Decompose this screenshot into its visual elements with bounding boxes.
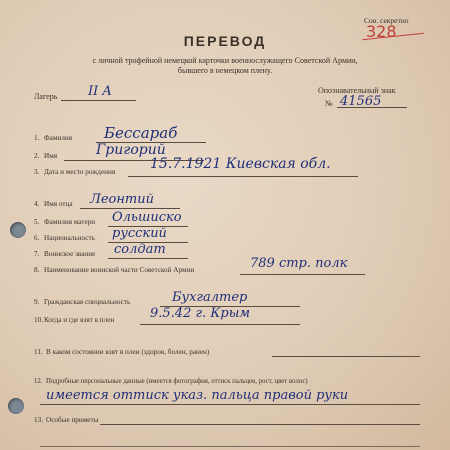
subtitle-line-1: с личной трофейной немецкой карточки военнослужащего Советской Армии, (92, 56, 358, 65)
camp-value: II A (88, 84, 112, 99)
identifier-label: Опознавательный знак (318, 86, 396, 95)
camp-label: Лагерь (34, 92, 58, 101)
field-11-label: В каком состоянии взят в плен (здоров, болен, ранен) (46, 348, 210, 356)
field-9-label: Гражданская специальность (44, 298, 131, 306)
field-8-line (240, 274, 365, 275)
field-9-number: 9. (34, 298, 40, 306)
field-7-number: 7. (34, 250, 40, 258)
field-6-label: Национальность (44, 234, 95, 242)
field-1-number: 1. (34, 134, 40, 142)
field-6-number: 6. (34, 234, 40, 242)
field-3-value: 15.7.1921 Киевская обл. (150, 156, 331, 172)
field-11-line (272, 356, 420, 357)
field-5-value: Ольшиско (112, 210, 182, 225)
field-4-label: Имя отца (44, 200, 73, 208)
field-2-number: 2. (34, 152, 40, 160)
identifier-value: 41565 (340, 94, 382, 109)
field-5-number: 5. (34, 218, 40, 226)
stamp-number: 328 (366, 22, 397, 41)
next-field-line (40, 446, 420, 447)
classification-label: Сов. секретно (364, 16, 409, 25)
field-12-value: имеется оттиск указ. пальца правой руки (46, 388, 349, 403)
field-4-line (80, 208, 180, 209)
field-7-value: солдат (114, 242, 166, 257)
field-8-value: 789 стр. полк (250, 256, 348, 271)
field-7-line (108, 258, 188, 259)
field-10-number: 10. (34, 316, 43, 324)
identifier-prefix: № (325, 99, 333, 108)
camp-line (61, 100, 136, 101)
field-10-value: 9.5.42 г. Крым (150, 306, 251, 321)
field-4-number: 4. (34, 200, 40, 208)
field-1-value: Бессараб (104, 124, 178, 142)
field-13-label: Особые приметы (46, 416, 99, 424)
field-12-label: Подробные персональные данные (имеется фотография, оттиск пальцев, рост, цвет волос) (46, 378, 308, 385)
field-8-label: Наименование воинской части Советской Армии (44, 266, 195, 274)
punch-hole-bottom (8, 398, 24, 414)
field-5-label: Фамилия матери (44, 218, 96, 226)
field-2-value: Григорий (96, 142, 166, 158)
field-1-label: Фамилия (44, 134, 73, 142)
field-8-number: 8. (34, 266, 40, 274)
field-12-number: 12. (34, 378, 43, 385)
punch-hole-top (10, 222, 26, 238)
field-7-label: Воинское звание (44, 250, 96, 258)
field-2-label: Имя (44, 152, 58, 160)
field-6-value: русский (112, 226, 167, 241)
field-4-value: Леонтий (90, 192, 155, 207)
field-13-line (100, 424, 420, 425)
subtitle-line-2: бывшего в немецком плену. (177, 66, 273, 75)
field-10-line (140, 324, 300, 325)
field-3-label: Дата и место рождения (44, 168, 116, 176)
field-11-number: 11. (34, 348, 43, 356)
field-9-value: Бухгалтер (172, 290, 248, 305)
field-3-number: 3. (34, 168, 40, 176)
field-3-line (128, 176, 358, 177)
document-title: ПЕРЕВОД (183, 33, 267, 49)
field-12-line (40, 404, 420, 405)
field-10-label: Когда и где взят в плен (44, 316, 115, 324)
field-13-number: 13. (34, 416, 43, 424)
